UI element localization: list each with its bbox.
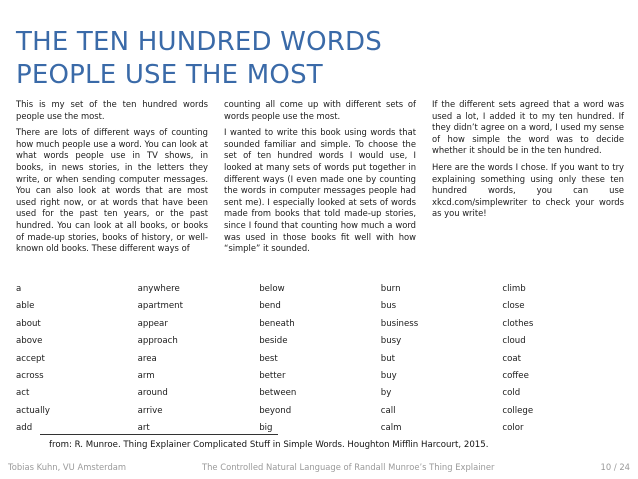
word-item: but (380, 353, 396, 364)
word-item: climb (502, 284, 526, 294)
word-item: coat (502, 353, 521, 364)
word-item: busy (380, 336, 402, 347)
word-item: anywhere (137, 284, 180, 294)
word-item: about (16, 318, 41, 329)
word-item: able (16, 301, 35, 312)
word-item: around (137, 388, 168, 399)
word-item: business (380, 318, 419, 329)
text-column-3 (432, 99, 624, 260)
paragraph: I wanted to write this book using words that sounded familiar and simple. To choose the set of ten hundred words I would use, I looked at many sets of words put together in different ways (I even made one by counting the words in computer messages people had sent me). I especially looked at sets of words made from books that told made-up stories, since I found that counting how much a word was used in those books fit well with how “simple” it sounded. (224, 127, 416, 254)
word-item: bend (259, 301, 281, 312)
footnote-rule (40, 434, 278, 435)
word-column (259, 281, 381, 434)
text-column-1 (16, 99, 208, 260)
slide-title-line-2: PEOPLE USE THE MOST (16, 60, 323, 90)
word-item: close (502, 301, 525, 312)
word-item: bus (380, 301, 397, 312)
word-item: call (380, 405, 396, 416)
word-item: add (16, 423, 33, 434)
word-item: apartment (137, 301, 183, 312)
word-item: beside (259, 336, 288, 347)
word-item: arrive (137, 405, 163, 416)
word-item: better (259, 371, 286, 382)
slide-footer (0, 462, 638, 476)
slide-title-line-1: THE TEN HUNDRED WORDS (16, 27, 382, 57)
word-column (502, 281, 624, 434)
word-item: coffee (502, 371, 529, 382)
word-item: appear (137, 318, 168, 329)
source-citation: from: R. Munroe. Thing Explainer Complicated Stuff in Simple Words. Houghton Mifflin Harcourt, 2015. (49, 440, 489, 450)
word-item: a (16, 284, 22, 294)
footer-author: Tobias Kuhn, VU Amsterdam (8, 462, 127, 472)
word-item: best (259, 353, 278, 364)
paragraph: There are lots of different ways of counting how much people use a word. You can look at what words people use in TV shows, in books, in news stories, in the letters they write, or when sending computer messages. You can also look at words that are most used right now, or at words that have been used for the past ten years, or the past hundred. You can look at all books, or books of made-up stories, books of history, or well-known old books. These different ways of (16, 127, 208, 254)
word-item: big (259, 423, 273, 434)
footer-talk-title: The Controlled Natural Language of Randall Munroe’s Thing Explainer (202, 462, 495, 472)
slide-title (16, 26, 382, 92)
word-item: buy (380, 371, 397, 382)
paragraph: If the different sets agreed that a word was used a lot, I added it to my ten hundred. If they didn’t agree on a word, I used my sense of how simple the word was to decide whether it should be in the ten hundred. (432, 99, 624, 156)
word-item: college (502, 405, 534, 416)
word-list (16, 281, 624, 434)
word-item: approach (137, 336, 178, 347)
word-item: clothes (502, 318, 534, 329)
paragraph: Here are the words I chose. If you want to try explaining something using only these ten hundred words, you can use xkcd.com/simplewriter to check your words as you write! (432, 161, 624, 219)
word-item: by (380, 388, 392, 399)
word-item: accept (16, 353, 45, 364)
word-column (16, 281, 138, 434)
word-item: actually (16, 405, 50, 416)
word-item: across (16, 371, 44, 382)
word-item: arm (137, 371, 155, 382)
text-columns (16, 99, 624, 260)
word-item: burn (380, 284, 401, 294)
word-item: above (16, 336, 43, 347)
word-item: below (259, 284, 285, 294)
word-item: cloud (502, 336, 526, 347)
word-item: beneath (259, 318, 295, 329)
word-item: cold (502, 388, 521, 399)
word-column (137, 281, 260, 434)
word-item: between (259, 388, 297, 399)
paragraph: counting all come up with different sets of words people use the most. (224, 99, 416, 121)
footer-page-number: 10 / 24 (600, 462, 630, 472)
word-item: area (137, 353, 157, 364)
word-item: color (502, 423, 524, 434)
text-column-2 (224, 99, 416, 260)
word-item: calm (380, 423, 402, 434)
paragraph: This is my set of the ten hundred words people use the most. (16, 99, 208, 121)
word-item: art (137, 423, 150, 434)
word-item: act (16, 388, 30, 399)
word-column (380, 281, 503, 434)
word-item: beyond (259, 405, 292, 416)
